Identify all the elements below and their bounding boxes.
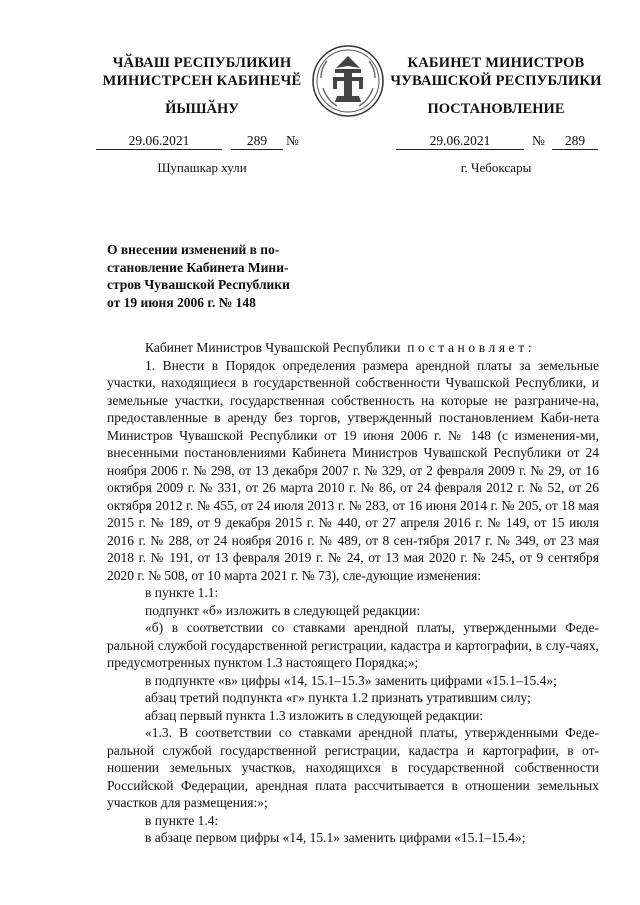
- title-line-1: О внесении изменений в по-: [107, 242, 280, 257]
- left-date: 29.06.2021: [96, 133, 222, 150]
- doc-type-chuvash: ЙЫШӐНУ: [165, 101, 239, 117]
- document-title: [107, 241, 307, 311]
- paragraph-7: «1.3. В соответствии со ставками арендной платы, утвержденными Феде-ральной службой государственной регистрации, кадастра и картографии, в от-ношении земельных участков, находящихся в государственной собственности Российской Федерации, арендная плата рассчитывается в отношении земельных участков для размещения:»;: [107, 725, 599, 810]
- intro-lead: Кабинет Министров Чувашской Республики: [145, 340, 401, 355]
- place-chuvash: Шупашкар хули: [157, 160, 247, 175]
- place-russian: г. Чебоксары: [460, 160, 532, 175]
- document-body: [107, 339, 599, 847]
- paragraph-1: в пункте 1.1:: [145, 585, 219, 600]
- paragraph-4: в подпункте «в» цифры «14, 15.1–15.3» заменить цифрами «15.1–15.4»;: [145, 672, 557, 688]
- header-right-org: [386, 54, 606, 90]
- title-line-4: от 19 июня 2006 г. № 148: [107, 294, 256, 310]
- paragraph-3: «б) в соответствии со ставками арендной платы, утвержденными Феде-ральной службой государственной регистрации, кадастра и картографии, в слу-чаях, предусмотренных пунктом 1.3 настоящего Порядка;»;: [107, 620, 599, 670]
- intro-paragraph: [107, 339, 599, 357]
- date-number-line-right: [396, 133, 601, 151]
- header-left-line-2: МИНИСТРСЕН КАБИНЕЧӖ: [102, 73, 302, 89]
- title-line-3: стров Чувашской Республики: [107, 277, 290, 292]
- paragraph-5: абзац третий подпункта «г» пункта 1.2 признать утратившим силу;: [145, 690, 531, 705]
- paragraph-6: абзац первый пункта 1.3 изложить в следующей редакции:: [145, 707, 484, 723]
- right-number: 289: [552, 133, 598, 150]
- doc-type-russian: ПОСТАНОВЛЕНИЕ: [427, 101, 565, 117]
- header-right-line-2: ЧУВАШСКОЙ РЕСПУБЛИКИ: [390, 73, 602, 89]
- header-left-line-1: ЧӐВАШ РЕСПУБЛИКИН: [112, 55, 292, 71]
- title-line-2: становление Кабинета Мини-: [107, 259, 289, 275]
- left-number-sign: №: [286, 133, 299, 148]
- intro-verb: постановляет:: [407, 340, 536, 355]
- date-number-line-left: [96, 133, 316, 151]
- paragraph-8: в пункте 1.4:: [145, 812, 219, 828]
- paragraph-9: в абзаце первом цифры «14, 15.1» заменить цифрами «15.1–15.4»;: [145, 830, 526, 845]
- header-left-org: [92, 54, 312, 90]
- right-number-sign: №: [532, 133, 545, 148]
- right-date: 29.06.2021: [396, 133, 524, 150]
- paragraph-2: подпункт «б» изложить в следующей редакции:: [145, 602, 421, 618]
- paragraph-item-1: 1. Внести в Порядок определения размера арендной платы за земельные участки, находящиеся в государственной собственности Чувашской Республики, и земельные участки, государственная собственность на которые не разграниче-на, предоставленные в аренду без торгов, утвержденный постановлением Каби-нета Министров Чувашской Республики от 19 июня 2006 г. № 148 (с изменения-ми, внесенными постановлениями Кабинета Министров Чувашской Республики от 24 ноября 2006 г. № 298, от 13 декабря 2007 г. № 329, от 2 февраля 2009 г. № 29, от 16 октября 2009 г. № 331, от 26 марта 2010 г. № 86, от 24 февраля 2012 г. № 52, от 26 октября 2012 г. № 455, от 24 июля 2013 г. № 283, от 16 июня 2014 г. № 205, от 18 мая 2015 г. № 189, от 9 декабря 2015 г. № 440, от 27 апреля 2016 г. № 149, от 15 июля 2016 г. № 288, от 24 ноября 2016 г. № 489, от 8 сен-тября 2017 г. № 349, от 23 мая 2018 г. № 191, от 13 февраля 2019 г. № 24, от 13 мая 2020 г. № 245, от 9 сентября 2020 г. № 508, от 10 марта 2021 г. № 73), сле-дующие изменения:: [107, 357, 599, 583]
- chuvash-republic-emblem-icon: [311, 44, 385, 118]
- header-right-line-1: КАБИНЕТ МИНИСТРОВ: [407, 55, 585, 71]
- left-number: 289: [231, 133, 283, 150]
